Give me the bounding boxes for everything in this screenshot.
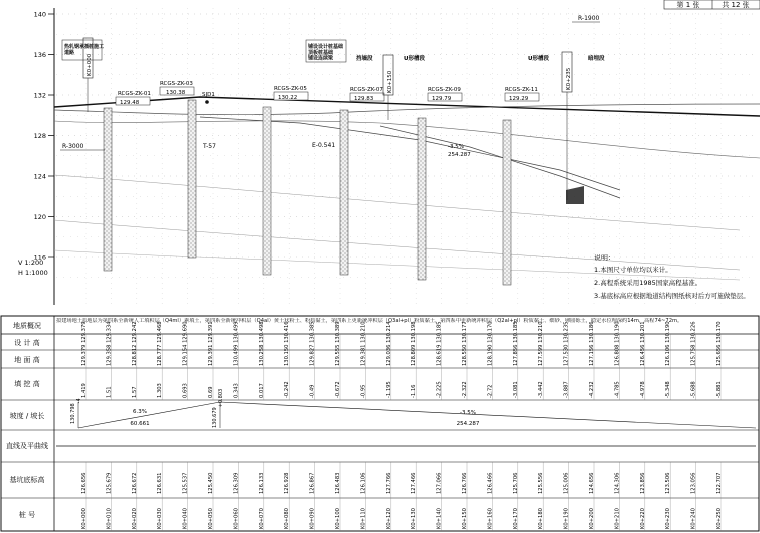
base-elevation-value: 126.656: [81, 472, 87, 494]
chainage-value: K0+250: [716, 508, 722, 529]
cut-fill-value: 0.693: [182, 383, 189, 398]
cut-fill-value: -3.442: [538, 381, 545, 398]
base-elevation-value: 125.006: [563, 472, 570, 494]
cut-fill-value: -3.887: [563, 381, 570, 398]
note-item: 1.本图尺寸单位均以米计。: [594, 266, 672, 274]
cut-fill-value: -1.195: [385, 381, 392, 398]
borehole-label: [160, 81, 194, 96]
control-point-marker: [205, 100, 209, 104]
vertical-curve-radius: R-3000: [62, 143, 84, 150]
cut-fill-value: -0.672: [335, 381, 341, 398]
note-item: 2.高程系统采用1985国家高程基准。: [594, 279, 702, 287]
profile-grid: [56, 8, 756, 305]
base-elevation-value: 123.056: [690, 472, 697, 494]
base-elevation-value: 124.656: [589, 472, 595, 494]
elevation-values: 129.381 130.210: [360, 321, 367, 366]
section-annotations: [62, 38, 605, 200]
borehole-label: [350, 87, 384, 102]
chainage-value: K0+100: [335, 508, 341, 529]
chainage-value: K0+060: [233, 508, 240, 529]
sheet-total: 共 12 张: [722, 1, 750, 9]
base-elevation-value: 126.867: [309, 472, 316, 494]
borehole-elev: 130.38: [166, 90, 186, 96]
notes-block: [594, 253, 750, 300]
elevation-values: 129.379 129.379: [81, 321, 87, 366]
chainage-value: K0+010: [106, 508, 113, 529]
sheet-number: 第 1 张: [676, 1, 700, 9]
row-label-geology: 地质概况: [13, 322, 41, 330]
elevation-values: 126.808 130.190: [614, 321, 621, 366]
chainage-value: K0+140: [436, 508, 443, 529]
row-label-alignment: 直线及平曲线: [6, 442, 48, 450]
cut-fill-value: -5.881: [716, 381, 722, 398]
layer-line-3: [54, 250, 740, 280]
chainage-value: K0+120: [385, 508, 392, 529]
borehole-elev: 129.48: [120, 100, 140, 106]
cut-fill-value: -2.322: [462, 381, 468, 398]
section-annotation: 铺设设计桩基础顶板桩基础铺设连续梁: [308, 44, 344, 62]
section-annotation: 挡墙段: [356, 56, 373, 62]
chainage-value: K0+020: [131, 508, 138, 529]
elevation-values: 128.190 130.170: [487, 321, 494, 366]
cut-fill-value: 1.51: [106, 386, 113, 398]
station-mark: K0+235: [566, 67, 572, 90]
base-line: [54, 121, 760, 158]
elevation-values: 129.827 130.385: [309, 321, 316, 366]
base-elevation-value: 126.672: [131, 472, 138, 494]
row-label-ground: 地 面 高: [14, 356, 40, 364]
base-elevation-value: 124.306: [614, 472, 621, 494]
base-elevation-value: 126.483: [335, 472, 341, 494]
station-mark: K0+000: [87, 53, 93, 76]
curve-radius-top: R-1900: [578, 15, 600, 22]
borehole-label: [116, 91, 151, 106]
cut-fill-value: -4.232: [589, 381, 595, 398]
geology-description: 拟建场地土质地层为第四系全新统人工填积层（Q4ml）素填土，第四系全新统冲积层（Q4al）黄土状粉土、粉质黏土，第四系上更新统冲积层（Q3al+pl）粉质黏土，第四系中更新统冲积层（Q2al+pl）粉质黏土、细砂、卵圆砾土，稳定水位埋深约14m，高程74~72m。: [56, 318, 683, 324]
section-annotation: U形槽段: [528, 56, 549, 62]
elevation-values: 127.856 130.185: [512, 321, 519, 366]
section-annotation: 热轧钢承插桩施工道路: [64, 44, 105, 56]
base-elevation-value: 127.066: [436, 472, 443, 494]
slope-length-note: 254.287: [448, 152, 471, 158]
row-label-station: 桩 号: [18, 511, 36, 519]
chainage-value: K0+090: [309, 508, 316, 529]
chainage-value: K0+030: [157, 508, 164, 529]
elevation-values: 125.656 130.170: [716, 321, 722, 366]
elevation-tick-label: 136: [33, 51, 46, 59]
elevation-tick-label: 116: [33, 253, 46, 262]
borehole-id: RCGS-ZK-05: [274, 86, 307, 92]
elevation-values: 128.777 129.468: [157, 321, 164, 366]
borehole-label: [505, 87, 539, 102]
chainage-value: K0+190: [563, 508, 570, 529]
cut-fill-value: -3.081: [512, 381, 519, 398]
chainage-value: K0+180: [538, 508, 545, 529]
cut-fill-value: 0.017: [258, 383, 265, 398]
vertical-scale: V 1:200: [18, 259, 44, 267]
cut-fill-value: -4.978: [639, 381, 646, 398]
elevation-values: 130.499 130.499: [233, 321, 240, 366]
elevation-values: 127.156 130.186: [589, 321, 595, 366]
borehole-column: [188, 100, 196, 258]
chainage-value: K0+040: [182, 508, 189, 529]
borehole-column: [340, 110, 348, 275]
boreholes: [104, 100, 511, 285]
elevation-values: 129.391 129.391: [208, 321, 214, 366]
elevation-values: 127.599 130.210: [538, 321, 545, 366]
control-point-label: SJD1: [202, 92, 215, 98]
chainage-value: K0+000: [81, 508, 87, 529]
elevation-tick-label: 124: [33, 172, 46, 181]
base-elevation-value: 125.537: [182, 472, 189, 494]
row-label-base: 基坑底标高: [9, 476, 45, 484]
horizontal-scale: H 1:1000: [18, 269, 48, 277]
elevation-values: 128.809 130.198: [411, 321, 418, 366]
cut-fill-value: -4.785: [614, 381, 621, 398]
tangent-length: T-57: [203, 143, 216, 150]
elevation-tick-label: 132: [33, 91, 46, 100]
borehole-column: [104, 108, 112, 271]
grade-seg2-length: 254.287: [456, 421, 480, 427]
borehole-id: RCGS-ZK-01: [118, 91, 151, 97]
base-elevation-value: 126.928: [284, 472, 291, 494]
design-line: [54, 97, 760, 116]
borehole-id: RCGS-ZK-03: [160, 81, 193, 87]
base-elevation-value: 126.133: [258, 472, 265, 494]
layer-line-2: [54, 220, 740, 270]
borehole-column: [263, 107, 271, 275]
base-elevation-value: 126.309: [233, 472, 240, 494]
elevation-values: 128.619 130.185: [436, 321, 443, 366]
row-label-cut: 填 挖 高: [14, 380, 40, 388]
elevation-values: 128.550 130.177: [462, 321, 468, 366]
profile-table: [1, 316, 759, 531]
table-columns: [81, 321, 722, 531]
borehole-label: [428, 87, 462, 102]
chainage-value: K0+200: [589, 508, 595, 529]
cut-fill-value: -2.72: [487, 384, 494, 398]
borehole-id: RCGS-ZK-09: [428, 87, 461, 93]
section-annotation: U形槽段: [404, 56, 425, 62]
base-elevation-value: 126.766: [462, 472, 468, 494]
elevation-values: 129.358 129.334: [106, 321, 113, 366]
grade-start-label: 130.798-4: [70, 398, 82, 424]
elevation-values: 129.555 130.389: [335, 321, 341, 366]
cut-fill-value: -5.348: [665, 381, 672, 398]
chainage-value: K0+240: [690, 508, 697, 529]
elevation-values: 129.154 129.690: [182, 321, 189, 366]
elevation-tick-label: 140: [33, 10, 46, 19]
chainage-value: K0+130: [411, 508, 418, 529]
base-elevation-value: 123.856: [639, 472, 646, 494]
layer-line-1: [54, 175, 740, 230]
cut-fill-value: -0.95: [360, 384, 367, 398]
elevation-values: 125.758 130.226: [690, 321, 697, 366]
elevation-values: 126.106 130.190: [665, 321, 672, 366]
elevation-values: 129.036 130.214: [385, 321, 392, 366]
notes-title: 说明：: [594, 254, 615, 262]
chainage-value: K0+160: [487, 508, 494, 529]
slope-note: -3.5%: [448, 144, 464, 150]
base-elevation-value: 125.450: [208, 472, 214, 494]
base-elevation-value: 126.466: [487, 472, 494, 494]
borehole-label: [274, 86, 308, 101]
cut-fill-value: 0.343: [233, 383, 240, 398]
cut-fill-value: 1.57: [131, 386, 138, 398]
borehole-elev: 129.83: [354, 96, 374, 102]
base-elevation-value: 123.506: [665, 472, 672, 494]
chainage-value: K0+220: [639, 508, 646, 529]
elevation-values: 128.812 129.242: [131, 321, 138, 366]
borehole-elev: 130.22: [278, 95, 298, 101]
external-distance: E-0.541: [312, 142, 336, 149]
cut-fill-value: 1.303: [157, 383, 164, 398]
elevation-values: 126.456 130.201: [639, 321, 646, 366]
elevation-tick-label: 120: [33, 213, 46, 221]
borehole-labels: [116, 81, 539, 106]
borehole-id: RCGS-ZK-11: [505, 87, 538, 93]
profile-lines: [54, 97, 760, 280]
chainage-value: K0+150: [462, 508, 468, 529]
base-elevation-value: 122.707: [716, 472, 722, 494]
note-item: 3.基底标高应根据地道结构图纸核对后方可施做垫层。: [594, 292, 750, 300]
base-elevation-value: 125.706: [512, 472, 519, 494]
grade-seg2-percent: -3.5%: [460, 410, 476, 416]
section-annotation: 暗埋段: [588, 56, 605, 62]
cut-fill-value: -0.242: [284, 381, 291, 398]
row-label-grade: 坡度 / 坡长: [9, 412, 45, 420]
borehole-id: RCGS-ZK-07: [350, 87, 383, 93]
grade-seg1-length: 60.661: [130, 421, 150, 427]
chainage-value: K0+050: [208, 508, 214, 529]
borehole-elev: 129.79: [432, 96, 452, 102]
borehole-column: [503, 120, 511, 285]
base-elevation-value: 127.766: [385, 472, 392, 494]
borehole-elev: 129.29: [509, 96, 529, 102]
grade-seg1-percent: 6.3%: [133, 409, 147, 415]
chainage-value: K0+110: [360, 508, 367, 529]
cut-fill-value: 0.69: [208, 386, 214, 398]
cut-fill-value: -0.49: [309, 384, 316, 398]
chainage-value: K0+070: [258, 508, 265, 529]
row-label-design: 设 计 高: [14, 339, 40, 347]
base-elevation-value: 125.556: [538, 472, 545, 494]
chainage-value: K0+230: [665, 508, 672, 529]
sheet-counter: [664, 0, 760, 9]
cut-fill-value: -2.225: [436, 381, 443, 398]
cut-fill-value: -5.688: [690, 381, 697, 398]
base-elevation-value: 125.679: [106, 472, 113, 494]
cut-fill-value: 1.419: [81, 383, 87, 398]
elevation-values: 130.258 130.498: [258, 321, 265, 366]
base-elevation-value: 126.106: [360, 472, 367, 494]
chainage-value: K0+210: [614, 508, 621, 529]
grade-change-label: 130.679+0.803: [212, 388, 224, 428]
station-mark: K0+150: [387, 70, 393, 93]
chainage-value: K0+170: [512, 508, 519, 529]
base-elevation-value: 127.466: [411, 472, 418, 494]
elevation-values: 127.530 130.235: [563, 321, 570, 366]
elevation-values: 130.150 130.416: [284, 321, 291, 366]
elevation-tick-label: 128: [33, 132, 46, 140]
base-elevation-value: 126.631: [157, 472, 164, 494]
cut-fill-value: -1.16: [411, 384, 418, 398]
borehole-column: [418, 118, 426, 280]
chainage-value: K0+080: [284, 508, 291, 529]
